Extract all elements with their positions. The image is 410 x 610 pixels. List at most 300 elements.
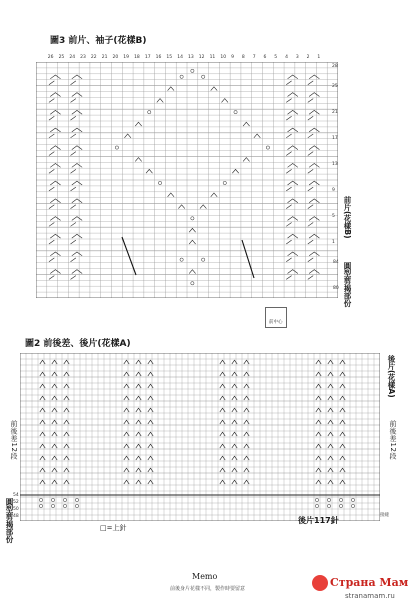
stitch-symbol — [232, 480, 237, 484]
stitch-symbol — [50, 128, 60, 132]
stitch-symbol — [316, 360, 321, 364]
column-number: 13 — [188, 55, 194, 60]
stitch-symbol — [308, 240, 313, 244]
stitch-symbol — [136, 372, 141, 376]
stitch-symbol — [340, 444, 345, 448]
stitch-symbol — [308, 116, 313, 120]
row-number: 21 — [332, 110, 338, 115]
stitch-symbol — [328, 396, 333, 400]
stitch-symbol — [52, 456, 57, 460]
stitch-symbol — [64, 468, 69, 472]
stitch-symbol — [189, 240, 195, 244]
chart2-bottom-label: 後片117針 — [298, 516, 339, 525]
stitch-symbol — [328, 408, 333, 412]
stitch-symbol — [136, 408, 141, 412]
row-number: 9 — [332, 188, 335, 193]
stitch-symbol — [64, 396, 69, 400]
chart3-side-label: 前片(花樣B) — [343, 196, 352, 239]
stitch-symbol — [168, 193, 174, 197]
stitch-symbol — [309, 110, 319, 114]
row-number: 1 — [332, 240, 335, 245]
stitch-symbol — [316, 408, 321, 412]
stitch-symbol — [64, 480, 69, 484]
stitch-symbol — [340, 468, 345, 472]
stitch-symbol — [244, 420, 249, 424]
stitch-symbol — [71, 276, 76, 280]
stitch-symbol — [49, 169, 54, 173]
chart3-row-mark-84: 84 — [333, 260, 339, 265]
stitch-symbol — [124, 360, 129, 364]
stitch-symbol — [288, 217, 298, 221]
stitch-symbol — [288, 163, 298, 167]
yarn-over-symbol — [51, 498, 54, 501]
stitch-symbol — [50, 146, 60, 150]
column-number: 9 — [231, 55, 235, 60]
stitch-symbol — [40, 468, 45, 472]
stitch-symbol — [124, 420, 129, 424]
stitch-symbol — [308, 258, 313, 262]
stitch-symbol — [52, 360, 57, 364]
stitch-symbol — [220, 360, 225, 364]
stitch-symbol — [52, 468, 57, 472]
row-number: 17 — [332, 136, 338, 141]
stitch-symbol — [50, 199, 60, 203]
yarn-over-symbol — [63, 498, 66, 501]
stitch-symbol — [52, 444, 57, 448]
stitch-symbol — [309, 234, 319, 238]
stitch-symbol — [50, 252, 60, 256]
stitch-symbol — [232, 360, 237, 364]
chart2-left-num-52: 52 — [13, 500, 19, 505]
yarn-over-symbol — [351, 498, 354, 501]
yarn-over-symbol — [315, 504, 318, 507]
stitch-symbol — [211, 87, 217, 91]
stitch-symbol — [328, 456, 333, 460]
stitch-symbol — [124, 396, 129, 400]
stitch-symbol — [286, 187, 291, 191]
stitch-symbol — [49, 187, 54, 191]
chart3-title: 圖3 前片、袖子(花樣B) — [50, 36, 147, 46]
stitch-symbol — [64, 360, 69, 364]
yarn-over-symbol — [351, 504, 354, 507]
stitch-symbol — [52, 480, 57, 484]
stitch-symbol — [148, 372, 153, 376]
stitch-symbol — [71, 205, 76, 209]
stitch-symbol — [288, 270, 298, 274]
stitch-symbol — [40, 384, 45, 388]
stitch-symbol — [72, 217, 82, 221]
yarn-over-symbol — [75, 498, 78, 501]
yarn-over-symbol — [115, 146, 118, 149]
stitch-symbol — [136, 444, 141, 448]
stitch-symbol — [148, 444, 153, 448]
stitch-symbol — [71, 222, 76, 226]
stitch-symbol — [64, 456, 69, 460]
chart3-grid — [36, 62, 338, 298]
stitch-symbol — [308, 81, 313, 85]
stitch-symbol — [244, 444, 249, 448]
stitch-symbol — [288, 110, 298, 114]
memo-text: 前後身片花樣不同，製作時要留意 — [170, 586, 246, 592]
brand-name: Страна Мам — [330, 576, 409, 589]
stitch-symbol — [232, 372, 237, 376]
column-number: 15 — [166, 55, 173, 60]
stitch-symbol — [64, 432, 69, 436]
stitch-symbol — [244, 408, 249, 412]
chart3-side-label-2: 圓型剪揭部份 — [343, 262, 352, 307]
stitch-symbol — [211, 193, 217, 197]
stitch-symbol — [340, 360, 345, 364]
stitch-symbol — [309, 128, 319, 132]
stitch-symbol — [64, 420, 69, 424]
stitch-symbol — [72, 128, 82, 132]
row-number: 5 — [332, 214, 335, 219]
stitch-symbol — [72, 75, 82, 79]
stitch-symbol — [64, 372, 69, 376]
stitch-symbol — [309, 270, 319, 274]
stitch-symbol — [136, 360, 141, 364]
stitch-symbol — [71, 81, 76, 85]
stitch-symbol — [328, 360, 333, 364]
stitch-symbol — [286, 152, 291, 156]
stitch-symbol — [328, 372, 333, 376]
stitch-symbol — [124, 372, 129, 376]
stitch-symbol — [232, 420, 237, 424]
stitch-symbol — [135, 122, 141, 126]
stitch-symbol — [308, 276, 313, 280]
stitch-symbol — [71, 258, 76, 262]
stitch-symbol — [286, 258, 291, 262]
stitch-symbol — [308, 134, 313, 138]
stitch-symbol — [286, 134, 291, 138]
stitch-symbol — [189, 228, 195, 232]
stitch-symbol — [49, 116, 54, 120]
yarn-over-symbol — [63, 504, 66, 507]
stitch-symbol — [178, 205, 184, 209]
stitch-symbol — [340, 372, 345, 376]
stitch-symbol — [328, 444, 333, 448]
stitch-symbol — [243, 122, 249, 126]
stitch-symbol — [286, 205, 291, 209]
stitch-symbol — [316, 396, 321, 400]
stitch-symbol — [220, 372, 225, 376]
stitch-symbol — [308, 99, 313, 103]
stitch-symbol — [308, 222, 313, 226]
stitch-symbol — [309, 163, 319, 167]
stitch-symbol — [50, 234, 60, 238]
stitch-symbol — [50, 110, 60, 114]
stitch-symbol — [309, 217, 319, 221]
stitch-symbol — [50, 163, 60, 167]
stitch-symbol — [40, 408, 45, 412]
stitch-symbol — [52, 432, 57, 436]
stitch-symbol — [136, 480, 141, 484]
stitch-symbol — [309, 181, 319, 185]
yarn-over-symbol — [327, 504, 330, 507]
stitch-symbol — [232, 396, 237, 400]
column-number: 21 — [101, 55, 108, 60]
stitch-symbol — [220, 480, 225, 484]
stitch-symbol — [72, 199, 82, 203]
column-number: 6 — [263, 55, 267, 60]
stitch-symbol — [286, 169, 291, 173]
stitch-symbol — [64, 444, 69, 448]
stitch-symbol — [40, 432, 45, 436]
stitch-symbol — [309, 252, 319, 256]
row-number: 28 — [332, 64, 338, 69]
stitch-symbol — [50, 75, 60, 79]
column-number: 16 — [155, 55, 162, 60]
stitch-symbol — [40, 444, 45, 448]
stitch-symbol — [148, 468, 153, 472]
stitch-symbol — [49, 99, 54, 103]
stitch-symbol — [50, 181, 60, 185]
stitch-symbol — [124, 444, 129, 448]
yarn-over-symbol — [339, 504, 342, 507]
stitch-symbol — [72, 181, 82, 185]
yarn-over-symbol — [158, 181, 161, 184]
chart2-left-label-2: 圓型剪揭部份 — [5, 498, 14, 543]
column-number: 19 — [123, 55, 130, 60]
chart2-left-num-54: 54 — [13, 493, 19, 498]
stitch-symbol — [136, 432, 141, 436]
brand-site: stranamam.ru — [345, 592, 395, 600]
stitch-symbol — [71, 99, 76, 103]
column-number: 8 — [241, 55, 245, 60]
stitch-symbol — [232, 384, 237, 388]
stitch-symbol — [64, 384, 69, 388]
stitch-symbol — [50, 270, 60, 274]
stitch-symbol — [232, 408, 237, 412]
column-number: 22 — [90, 55, 97, 60]
stitch-symbol — [232, 444, 237, 448]
yarn-over-symbol — [51, 504, 54, 507]
chart2-left-label: 前後差12段 — [10, 420, 18, 460]
chart2-side-mark: 接縫 — [380, 513, 389, 518]
stitch-symbol — [220, 396, 225, 400]
stitch-symbol — [340, 384, 345, 388]
stitch-symbol — [244, 432, 249, 436]
stitch-symbol — [136, 384, 141, 388]
stitch-symbol — [52, 372, 57, 376]
stitch-symbol — [286, 240, 291, 244]
stitch-symbol — [309, 93, 319, 97]
yarn-over-symbol — [339, 498, 342, 501]
stitch-symbol — [220, 432, 225, 436]
stitch-symbol — [308, 169, 313, 173]
row-number: 25 — [332, 84, 338, 89]
stitch-symbol — [49, 134, 54, 138]
stitch-symbol — [244, 480, 249, 484]
stitch-symbol — [157, 99, 163, 103]
yarn-over-symbol — [191, 282, 194, 285]
stitch-symbol — [232, 468, 237, 472]
stitch-symbol — [72, 110, 82, 114]
chart3-row-mark-80: 80 — [333, 286, 339, 291]
stitch-symbol — [288, 128, 298, 132]
stitch-symbol — [200, 205, 206, 209]
yarn-over-symbol — [234, 110, 237, 113]
stitch-symbol — [71, 169, 76, 173]
yarn-over-symbol — [191, 69, 194, 72]
stitch-symbol — [189, 270, 195, 274]
stitch-symbol — [288, 234, 298, 238]
stitch-symbol — [124, 384, 129, 388]
stitch-symbol — [316, 372, 321, 376]
stitch-symbol — [309, 146, 319, 150]
stitch-symbol — [244, 384, 249, 388]
stitch-symbol — [328, 480, 333, 484]
column-number: 3 — [295, 55, 299, 60]
yarn-over-symbol — [223, 181, 226, 184]
yarn-over-symbol — [180, 258, 183, 261]
yarn-over-symbol — [39, 504, 42, 507]
stitch-symbol — [316, 384, 321, 388]
stitch-symbol — [72, 163, 82, 167]
stitch-symbol — [71, 152, 76, 156]
stitch-symbol — [328, 420, 333, 424]
stitch-symbol — [146, 169, 152, 173]
stitch-symbol — [340, 480, 345, 484]
stitch-symbol — [72, 252, 82, 256]
stitch-symbol — [288, 181, 298, 185]
chart2-left-num-48: 48 — [13, 514, 19, 519]
yarn-over-symbol — [180, 75, 183, 78]
stitch-symbol — [340, 420, 345, 424]
stitch-symbol — [52, 408, 57, 412]
stitch-symbol — [40, 480, 45, 484]
stitch-symbol — [49, 240, 54, 244]
stitch-symbol — [328, 468, 333, 472]
stitch-symbol — [136, 396, 141, 400]
column-number: 24 — [69, 55, 76, 60]
stitch-symbol — [286, 276, 291, 280]
stitch-symbol — [148, 384, 153, 388]
stitch-symbol — [52, 384, 57, 388]
stitch-symbol — [148, 396, 153, 400]
stitch-symbol — [71, 116, 76, 120]
yarn-over-symbol — [315, 498, 318, 501]
stitch-symbol — [148, 408, 153, 412]
stitch-symbol — [309, 75, 319, 79]
stitch-symbol — [288, 199, 298, 203]
stitch-symbol — [40, 372, 45, 376]
yarn-over-symbol — [266, 146, 269, 149]
stitch-symbol — [50, 93, 60, 97]
stitch-symbol — [244, 468, 249, 472]
column-number: 18 — [134, 55, 140, 60]
stitch-symbol — [136, 456, 141, 460]
stitch-symbol — [316, 456, 321, 460]
stitch-symbol — [49, 81, 54, 85]
stitch-symbol — [220, 420, 225, 424]
column-number: 11 — [209, 55, 216, 60]
yarn-over-symbol — [191, 217, 194, 220]
stitch-symbol — [49, 276, 54, 280]
diagonal-marker — [242, 240, 254, 278]
stitch-symbol — [124, 480, 129, 484]
stitch-symbol — [244, 372, 249, 376]
chart2-legend: □=上針 — [100, 524, 127, 532]
column-number: 25 — [58, 55, 65, 60]
stitch-symbol — [124, 468, 129, 472]
chart2-right-label: 後片(花樣A) — [387, 355, 396, 398]
stitch-symbol — [71, 187, 76, 191]
stitch-symbol — [244, 456, 249, 460]
column-number: 7 — [252, 55, 256, 60]
stitch-symbol — [254, 134, 260, 138]
stitch-symbol — [316, 444, 321, 448]
row-number: 13 — [332, 162, 338, 167]
stitch-symbol — [40, 456, 45, 460]
column-number: 4 — [285, 55, 288, 60]
stitch-symbol — [288, 146, 298, 150]
chart2-title: 圖2 前後差、後片(花樣A) — [25, 339, 131, 349]
stitch-symbol — [220, 444, 225, 448]
stitch-symbol — [136, 468, 141, 472]
column-number: 10 — [220, 55, 227, 60]
stitch-symbol — [288, 75, 298, 79]
stitch-symbol — [72, 93, 82, 97]
stitch-symbol — [64, 408, 69, 412]
stitch-symbol — [244, 360, 249, 364]
stitch-symbol — [148, 432, 153, 436]
stitch-symbol — [220, 456, 225, 460]
stitch-symbol — [340, 456, 345, 460]
stitch-symbol — [328, 432, 333, 436]
stitch-symbol — [136, 420, 141, 424]
stitch-symbol — [124, 456, 129, 460]
stitch-symbol — [222, 99, 228, 103]
stitch-symbol — [148, 360, 153, 364]
yarn-over-symbol — [327, 498, 330, 501]
stitch-symbol — [340, 408, 345, 412]
stitch-symbol — [49, 222, 54, 226]
stitch-symbol — [72, 234, 82, 238]
stitch-symbol — [316, 480, 321, 484]
stitch-symbol — [286, 222, 291, 226]
stitch-symbol — [244, 396, 249, 400]
yarn-over-symbol — [39, 498, 42, 501]
stitch-symbol — [72, 146, 82, 150]
stitch-symbol — [124, 134, 130, 138]
brand-logo-icon — [312, 575, 328, 591]
column-number: 17 — [144, 55, 151, 60]
chart2-left-num-50: 50 — [13, 507, 19, 512]
yarn-over-symbol — [202, 75, 205, 78]
memo-title: Memo — [192, 572, 218, 581]
stitch-symbol — [316, 432, 321, 436]
yarn-over-symbol — [148, 110, 151, 113]
column-number: 12 — [198, 55, 205, 60]
stitch-symbol — [148, 420, 153, 424]
column-number: 20 — [112, 55, 119, 60]
column-number: 23 — [80, 55, 86, 60]
stitch-symbol — [135, 158, 141, 162]
stitch-symbol — [71, 240, 76, 244]
column-number: 14 — [177, 55, 183, 60]
stitch-symbol — [328, 384, 333, 388]
chart3-center-label: 前中心 — [269, 320, 283, 325]
stitch-symbol — [52, 420, 57, 424]
stitch-symbol — [49, 205, 54, 209]
chart2-right-label-2: 前後差12段 — [389, 420, 397, 460]
yarn-over-symbol — [75, 504, 78, 507]
stitch-symbol — [288, 93, 298, 97]
stitch-symbol — [286, 116, 291, 120]
stitch-symbol — [308, 152, 313, 156]
stitch-symbol — [71, 134, 76, 138]
